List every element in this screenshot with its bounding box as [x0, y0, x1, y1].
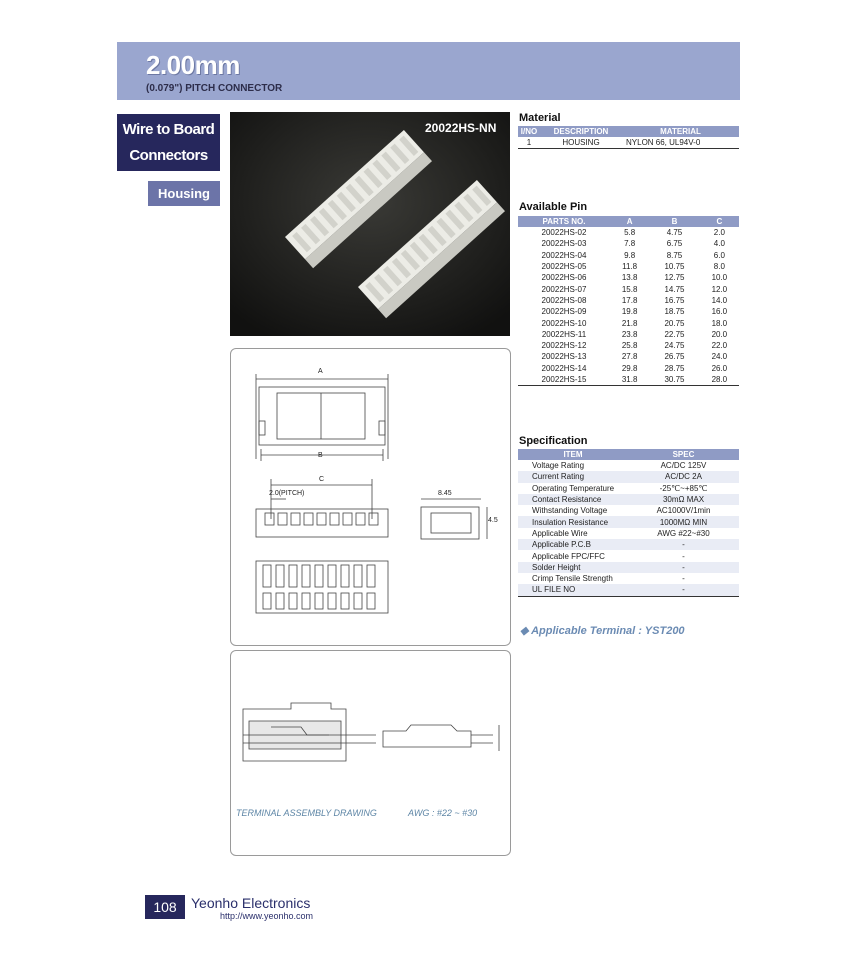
specification-title: Specification — [519, 435, 588, 447]
spec-cell: 30mΩ MAX — [662, 495, 705, 505]
pin-cell: 20022HS-07 — [541, 284, 587, 294]
spec-cell: - — [682, 574, 685, 584]
material-cell: NYLON 66, UL94V-0 — [622, 137, 739, 149]
table-row — [518, 227, 739, 238]
category-line2: Connectors — [129, 147, 208, 164]
spec-cell: AC/DC 125V — [660, 461, 707, 471]
pin-cell: 4.75 — [666, 228, 683, 238]
pin-cell: 11.8 — [622, 262, 638, 272]
pin-cell: 16.75 — [664, 295, 685, 305]
material-header-cell: MATERIAL — [622, 126, 739, 137]
table-row — [518, 340, 739, 351]
pin-cell: 26.75 — [664, 352, 685, 362]
spec-cell: Solder Height — [532, 562, 581, 572]
table-row — [518, 272, 739, 283]
table-row — [518, 460, 739, 471]
material-header-cell: I/NO — [518, 126, 540, 137]
pin-cell: 31.8 — [610, 374, 649, 386]
pin-cell: 20022HS-05 — [541, 262, 587, 272]
pin-cell: 20022HS-06 — [541, 273, 587, 283]
dim-c-label: C — [319, 476, 325, 483]
table-row — [518, 317, 739, 328]
pin-cell: 8.75 — [666, 250, 683, 260]
spec-header-row — [518, 449, 739, 460]
spec-cell: - — [682, 562, 685, 572]
pin-cell: 16.0 — [711, 307, 728, 317]
spec-cell: AC/DC 2A — [665, 472, 702, 482]
pin-header-cell: C — [700, 216, 739, 227]
pin-header-cell: PARTS NO. — [518, 216, 610, 227]
table-row — [518, 494, 739, 505]
dim-845-label: 8.45 — [438, 490, 452, 497]
table-row — [518, 516, 739, 527]
table-row — [518, 483, 739, 494]
pin-cell: 20022HS-02 — [541, 228, 587, 238]
pin-cell: 2.0 — [713, 228, 725, 238]
pin-cell: 24.75 — [664, 341, 685, 351]
table-row — [518, 329, 739, 340]
pin-cell: 20022HS-13 — [541, 352, 587, 362]
pin-cell: 14.75 — [664, 284, 685, 294]
page-subtitle: (0.079") PITCH CONNECTOR — [146, 83, 283, 94]
pin-cell: 22.0 — [711, 341, 728, 351]
pin-cell: 13.8 — [621, 273, 638, 283]
page-title: 2.00mm — [146, 50, 240, 80]
photo-part-label: 20022HS-NN — [425, 121, 497, 135]
dim-b-label: B — [318, 452, 323, 459]
spec-cell: Applicable P.C.B — [532, 540, 591, 550]
material-title: Material — [519, 112, 561, 124]
pin-cell: 30.75 — [649, 374, 699, 386]
pin-cell: 8.0 — [713, 262, 725, 272]
pin-cell: 20022HS-03 — [541, 239, 587, 249]
available-pin-title: Available Pin — [519, 201, 588, 213]
pin-cell: 20022HS-09 — [541, 307, 587, 317]
pitch-label: 2.0(PITCH) — [269, 490, 305, 497]
pin-cell: 20022HS-12 — [541, 341, 587, 351]
table-row — [518, 374, 739, 386]
subcategory-label: Housing — [158, 186, 210, 201]
table-row — [518, 562, 739, 573]
table-row — [518, 306, 739, 317]
pin-cell: 10.0 — [711, 273, 728, 283]
pin-cell: 6.0 — [713, 250, 725, 260]
pin-cell: 9.8 — [624, 250, 636, 260]
pin-header-cell: A — [610, 216, 649, 227]
table-row — [518, 584, 739, 596]
page-number: 108 — [153, 899, 177, 915]
spec-cell: - — [682, 540, 685, 550]
category-line1: Wire to Board — [122, 121, 215, 138]
pin-header-cell: B — [649, 216, 699, 227]
table-row — [518, 363, 739, 374]
pin-cell: 21.8 — [621, 318, 638, 328]
pin-cell: 10.75 — [664, 262, 685, 272]
product-photo — [230, 112, 510, 336]
pin-cell: 20022HS-08 — [541, 295, 587, 305]
pin-cell: 25.8 — [621, 341, 638, 351]
pin-cell: 20022HS-15 — [518, 374, 610, 386]
material-header-cell: DESCRIPTION — [540, 126, 622, 137]
website-link[interactable]: http://www.yeonho.com — [220, 911, 314, 921]
pin-cell: 12.0 — [711, 284, 728, 294]
spec-header-cell: SPEC — [628, 449, 739, 460]
spec-cell: Withstanding Voltage — [532, 506, 608, 516]
table-row — [518, 528, 739, 539]
table-row — [518, 250, 739, 261]
pin-cell: 6.75 — [666, 239, 683, 249]
pin-cell: 18.75 — [664, 307, 685, 317]
spec-cell: 1000MΩ MIN — [659, 517, 708, 527]
table-row — [518, 283, 739, 294]
table-row — [518, 573, 739, 584]
spec-cell: Applicable Wire — [532, 528, 588, 538]
pin-cell: 4.0 — [713, 239, 725, 249]
available-pin-table — [518, 216, 739, 386]
terminal-assembly-panel — [230, 650, 511, 856]
material-table — [518, 126, 739, 149]
spec-cell: Contact Resistance — [532, 495, 602, 505]
dim-a-label: A — [318, 368, 323, 375]
table-row — [518, 261, 739, 272]
dim-45-label: 4.5 — [488, 517, 498, 524]
spec-cell: Voltage Rating — [532, 461, 585, 471]
pin-cell: 28.0 — [700, 374, 739, 386]
material-header-row — [518, 126, 739, 137]
pin-cell: 24.0 — [711, 352, 728, 362]
pin-cell: 7.8 — [624, 239, 636, 249]
spec-cell: - — [628, 584, 739, 596]
pin-cell: 20.0 — [711, 329, 728, 339]
table-row — [518, 505, 739, 516]
pin-cell: 20022HS-10 — [541, 318, 587, 328]
company-name: Yeonho Electronics — [191, 895, 311, 911]
spec-cell: AWG #22~#30 — [657, 528, 710, 538]
spec-cell: Crimp Tensile Strength — [532, 574, 613, 584]
terminal-caption-left: TERMINAL ASSEMBLY DRAWING — [236, 808, 377, 818]
specification-table — [518, 449, 739, 597]
pin-cell: 5.8 — [624, 228, 636, 238]
terminal-assembly-drawing — [231, 651, 510, 855]
pin-cell: 20022HS-14 — [541, 363, 587, 373]
pin-cell: 27.8 — [621, 352, 638, 362]
terminal-caption-right: AWG : #22 ~ #30 — [408, 808, 478, 818]
pin-cell: 20.75 — [664, 318, 685, 328]
table-row — [518, 137, 739, 149]
spec-cell: Applicable FPC/FFC — [532, 551, 605, 561]
pin-cell: 14.0 — [711, 295, 728, 305]
table-row — [518, 295, 739, 306]
spec-cell: Insulation Resistance — [532, 517, 609, 527]
pin-cell: 22.75 — [664, 329, 685, 339]
housing-dimension-drawing — [231, 349, 510, 645]
table-row — [518, 471, 739, 482]
pin-cell: 23.8 — [621, 329, 638, 339]
pin-header-row — [518, 216, 739, 227]
pin-cell: 15.8 — [621, 284, 638, 294]
spec-cell: -25℃~+85℃ — [659, 483, 708, 493]
dimension-drawing-panel — [230, 348, 511, 646]
applicable-terminal-note: ◆ Applicable Terminal : YST200 — [520, 625, 685, 637]
pin-cell: 28.75 — [664, 363, 685, 373]
spec-cell: Operating Temperature — [532, 483, 615, 493]
connector-photo-illustration — [230, 112, 510, 336]
table-row — [518, 550, 739, 561]
pin-cell: 12.75 — [664, 273, 685, 283]
material-cell: 1 — [518, 137, 540, 149]
table-row — [518, 351, 739, 362]
spec-cell: AC1000V/1min — [656, 506, 711, 516]
spec-header-cell: ITEM — [518, 449, 628, 460]
spec-cell: Current Rating — [532, 472, 585, 482]
spec-cell: - — [682, 551, 685, 561]
pin-cell: 19.8 — [621, 307, 638, 317]
pin-cell: 17.8 — [621, 295, 638, 305]
material-cell: HOUSING — [540, 137, 622, 149]
table-row — [518, 539, 739, 550]
pin-cell: 20022HS-11 — [541, 329, 587, 339]
pin-cell: 29.8 — [621, 363, 638, 373]
pin-cell: 18.0 — [711, 318, 728, 328]
pin-cell: 26.0 — [711, 363, 728, 373]
table-row — [518, 238, 739, 249]
pin-cell: 20022HS-04 — [541, 250, 587, 260]
spec-cell: UL FILE NO — [518, 584, 628, 596]
